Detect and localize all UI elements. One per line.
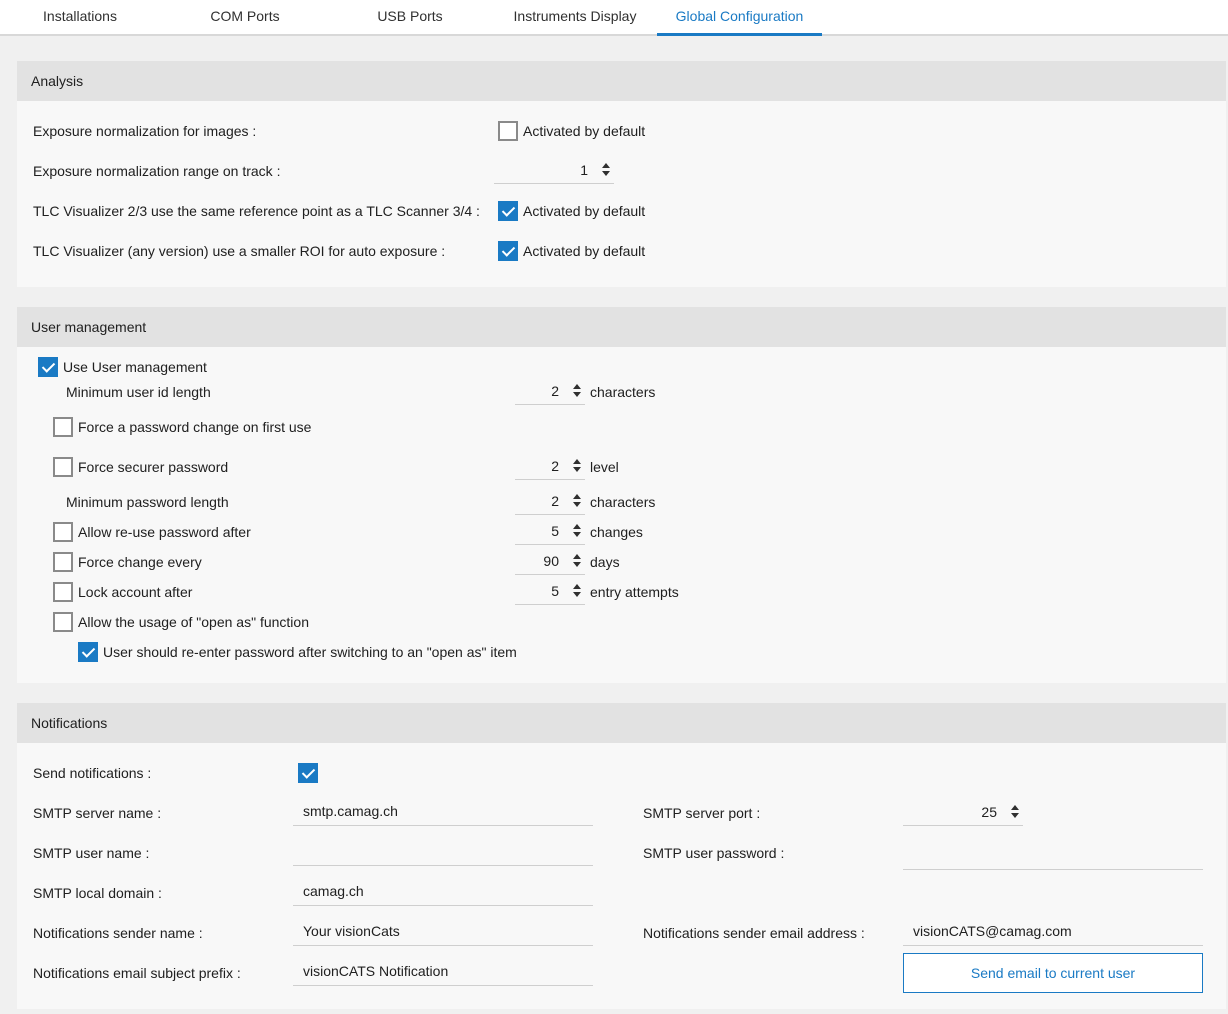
smtp-user-password-label: SMTP user password : — [643, 845, 785, 861]
allow-open-as-checkbox[interactable] — [53, 612, 73, 632]
send-notifications-label: Send notifications : — [33, 765, 152, 781]
force-securer-checkbox[interactable] — [53, 457, 73, 477]
analysis-section — [17, 61, 1226, 287]
exposure-range-label: Exposure normalization range on track : — [33, 163, 281, 179]
force-change-every-unit: days — [590, 554, 620, 570]
force-securer-unit: level — [590, 459, 619, 475]
tab-installations[interactable]: Installations — [43, 8, 117, 24]
min-id-length-unit: characters — [590, 384, 656, 400]
tlc-ref-checkbox[interactable] — [498, 201, 518, 221]
spin-arrows-icon[interactable] — [572, 553, 582, 569]
tab-global-configuration[interactable]: Global Configuration — [657, 0, 822, 36]
subject-prefix-label: Notifications email subject prefix : — [33, 965, 241, 981]
tab-instruments-display[interactable]: Instruments Display — [513, 8, 637, 24]
spin-arrows-icon[interactable] — [572, 583, 582, 599]
sender-name-label: Notifications sender name : — [33, 925, 203, 941]
spin-arrows-icon[interactable] — [572, 458, 582, 474]
smtp-local-domain-input[interactable]: camag.ch — [293, 878, 593, 906]
smtp-local-domain-label: SMTP local domain : — [33, 885, 162, 901]
exposure-images-checkbox-label: Activated by default — [523, 123, 646, 139]
lock-account-unit: entry attempts — [590, 584, 679, 600]
exposure-images-checkbox[interactable] — [498, 121, 518, 141]
spin-arrows-icon[interactable] — [572, 493, 582, 509]
allow-reuse-checkbox[interactable] — [53, 522, 73, 542]
tlc-ref-checkbox-label: Activated by default — [523, 203, 646, 219]
min-pw-length-value: 2 — [551, 493, 559, 509]
send-notifications-checkbox[interactable] — [298, 763, 318, 783]
tlc-ref-label: TLC Visualizer 2/3 use the same reference point as a TLC Scanner 3/4 : — [33, 203, 480, 219]
tab-bar — [0, 0, 1228, 36]
tab-usb-ports[interactable]: USB Ports — [377, 8, 443, 24]
user-management-header: User management — [17, 307, 1226, 347]
tlc-roi-checkbox[interactable] — [498, 241, 518, 261]
allow-reuse-label: Allow re-use password after — [78, 524, 251, 540]
allow-reuse-value: 5 — [551, 523, 559, 539]
tlc-roi-label: TLC Visualizer (any version) use a smaller ROI for auto exposure : — [33, 243, 446, 259]
send-test-email-button[interactable]: Send email to current user — [903, 953, 1203, 993]
smtp-server-port-value: 25 — [981, 804, 997, 820]
min-pw-length-label: Minimum password length — [66, 494, 229, 510]
min-pw-length-unit: characters — [590, 494, 656, 510]
reenter-pw-checkbox[interactable] — [78, 642, 98, 662]
exposure-images-label: Exposure normalization for images : — [33, 123, 257, 139]
allow-reuse-spinbox[interactable] — [515, 519, 585, 545]
use-user-management-label: Use User management — [63, 359, 207, 375]
spin-arrows-icon[interactable] — [572, 523, 582, 539]
smtp-server-name-input[interactable]: smtp.camag.ch — [293, 798, 593, 826]
force-change-every-label: Force change every — [78, 554, 202, 570]
smtp-server-port-label: SMTP server port : — [643, 805, 761, 821]
force-change-every-value: 90 — [543, 553, 559, 569]
exposure-range-spinbox[interactable] — [494, 158, 614, 184]
lock-account-value: 5 — [551, 583, 559, 599]
force-securer-value: 2 — [551, 458, 559, 474]
force-change-every-checkbox[interactable] — [53, 552, 73, 572]
subject-prefix-input[interactable]: visionCATS Notification — [293, 958, 593, 986]
lock-account-spinbox[interactable] — [515, 579, 585, 605]
smtp-server-port-spinbox[interactable] — [903, 800, 1023, 826]
smtp-user-name-label: SMTP user name : — [33, 845, 150, 861]
min-id-length-label: Minimum user id length — [66, 384, 211, 400]
tab-com-ports[interactable]: COM Ports — [210, 8, 280, 24]
reenter-pw-label: User should re-enter password after switching to an "open as" item — [103, 644, 517, 660]
min-id-length-spinbox[interactable] — [515, 379, 585, 405]
min-pw-length-spinbox[interactable] — [515, 489, 585, 515]
tlc-roi-checkbox-label: Activated by default — [523, 243, 646, 259]
exposure-range-value: 1 — [580, 162, 588, 178]
smtp-user-name-input[interactable] — [293, 838, 593, 866]
force-pw-change-checkbox[interactable] — [53, 417, 73, 437]
sender-email-label: Notifications sender email address : — [643, 925, 865, 941]
lock-account-label: Lock account after — [78, 584, 193, 600]
spin-arrows-icon[interactable] — [572, 383, 582, 399]
force-securer-spinbox[interactable] — [515, 454, 585, 480]
notifications-section — [17, 703, 1226, 1009]
spin-arrows-icon[interactable] — [601, 162, 611, 178]
force-securer-label: Force securer password — [78, 459, 229, 475]
smtp-server-name-label: SMTP server name : — [33, 805, 162, 821]
use-user-management-checkbox[interactable] — [38, 357, 58, 377]
force-change-every-spinbox[interactable] — [515, 549, 585, 575]
smtp-user-password-input[interactable] — [903, 842, 1203, 870]
sender-name-input[interactable]: Your visionCats — [293, 918, 593, 946]
analysis-header: Analysis — [17, 61, 1226, 101]
notifications-header: Notifications — [17, 703, 1226, 743]
spin-arrows-icon[interactable] — [1010, 804, 1020, 820]
allow-open-as-label: Allow the usage of "open as" function — [78, 614, 309, 630]
allow-reuse-unit: changes — [590, 524, 643, 540]
min-id-length-value: 2 — [551, 383, 559, 399]
sender-email-input[interactable]: visionCATS@camag.com — [903, 918, 1203, 946]
force-pw-change-label: Force a password change on first use — [78, 419, 312, 435]
lock-account-checkbox[interactable] — [53, 582, 73, 602]
user-management-section — [17, 307, 1226, 683]
